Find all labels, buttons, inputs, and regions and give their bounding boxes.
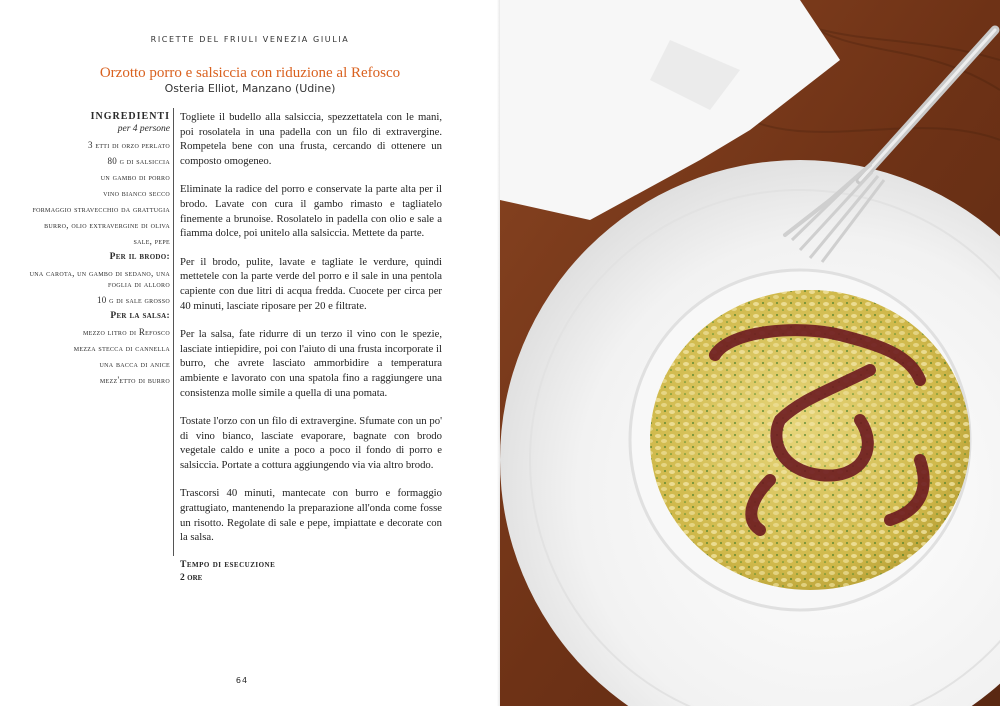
ingredient-item: una bacca di anice [99, 359, 170, 369]
ingredient-item: sale, pepe [133, 236, 170, 246]
ingredient-item: 10 g di sale grosso [96, 295, 170, 305]
ingredients-column [20, 110, 170, 391]
method-paragraph: Trascorsi 40 minuti, mantecate con burro e formaggio grattugiato, mantenendo la preparazione all'onda come fosse un risotto. Regolate di sale e pepe, impiattate e decorate con la salsa. [180, 487, 442, 544]
method-text [180, 110, 442, 585]
time-label: Tempo di esecuzione [180, 559, 276, 570]
method-paragraph: Togliete il budello alla salsiccia, spezzettatela con le mani, poi rosolatela in una padella con un filo di extravergine. Rompetela bene con una frusta, cercando di ottenere un composto omogeneo. [180, 111, 442, 167]
dish-photo [500, 0, 1000, 706]
ingredient-item: burro, olio extravergine di oliva [44, 220, 170, 230]
method-paragraph: Eliminate la radice del porro e conservate la parte alta per il brodo. Lavate con cura il gambo rimasto e tagliatelo finemente a brunoise. Rosolatelo in padella con olio e sale a fiamma dolce, poi unitelo alla salsiccia. Mettete da parte. [180, 183, 442, 240]
ingredient-item: vino bianco secco [103, 188, 170, 198]
recipe-title: Orzotto porro e salsiccia con riduzione al Refosco [99, 65, 401, 81]
time-value: 2 ore [180, 572, 203, 583]
method-paragraph: Tostate l'orzo con un filo di extravergine. Sfumate con un po' di vino bianco, lasciate evaporare, bagnate con brodo vegetale caldo e unite a poco a poco il fondo di porro e salsiccia. Portate a cottura aggiungendo via via altro brodo. [180, 415, 442, 471]
running-head: RICETTE DEL FRIULI VENEZIA GIULIA [150, 35, 350, 44]
recipe-source: Osteria Elliot, Manzano (Udine) [164, 82, 336, 95]
ingredient-item: mezz'etto di burro [99, 375, 170, 385]
ingredient-item: 80 g di salsiccia [107, 156, 170, 166]
method-paragraph: Per il brodo, pulite, lavate e tagliate le verdure, quindi mettetele con la parte verde del porro e il sale in una pentola capiente con due litri di acqua fredda. Cuocete per circa per 40 minuti, lasciate riposare per 20 e filtrate. [180, 255, 442, 312]
dish-illustration [500, 0, 1000, 706]
method-paragraph: Per la salsa, fate ridurre di un terzo il vino con le spezie, lasciate intiepidire, poi con l'aiuto di una frusta incorporate il burro, che avrete lasciato ammorbidire a temperatura ambiente e lavorato con una spatola fino a raggiungere una consistenza molle simile a quella di una pomata. [180, 328, 442, 399]
ingredient-item: formaggio stravecchio da grattugia [32, 204, 170, 214]
ingredients-heading: INGREDIENTI [90, 111, 170, 122]
ingredient-section-heading: Per il brodo: [109, 252, 170, 262]
column-divider [173, 108, 174, 556]
ingredients-list [20, 140, 170, 386]
ingredient-item: mezza stecca di cannella [73, 343, 170, 353]
ingredient-item: un gambo di porro [100, 172, 170, 182]
ingredient-item: 3 etti di orzo perlato [88, 140, 170, 150]
ingredient-section-heading: Per la salsa: [110, 311, 170, 321]
page-number: 64 [235, 676, 249, 685]
ingredient-item: mezzo litro di Refosco [82, 327, 170, 337]
ingredient-item: una carota, un gambo di sedano, una foglia di alloro [29, 268, 170, 289]
servings: per 4 persone [117, 124, 170, 134]
